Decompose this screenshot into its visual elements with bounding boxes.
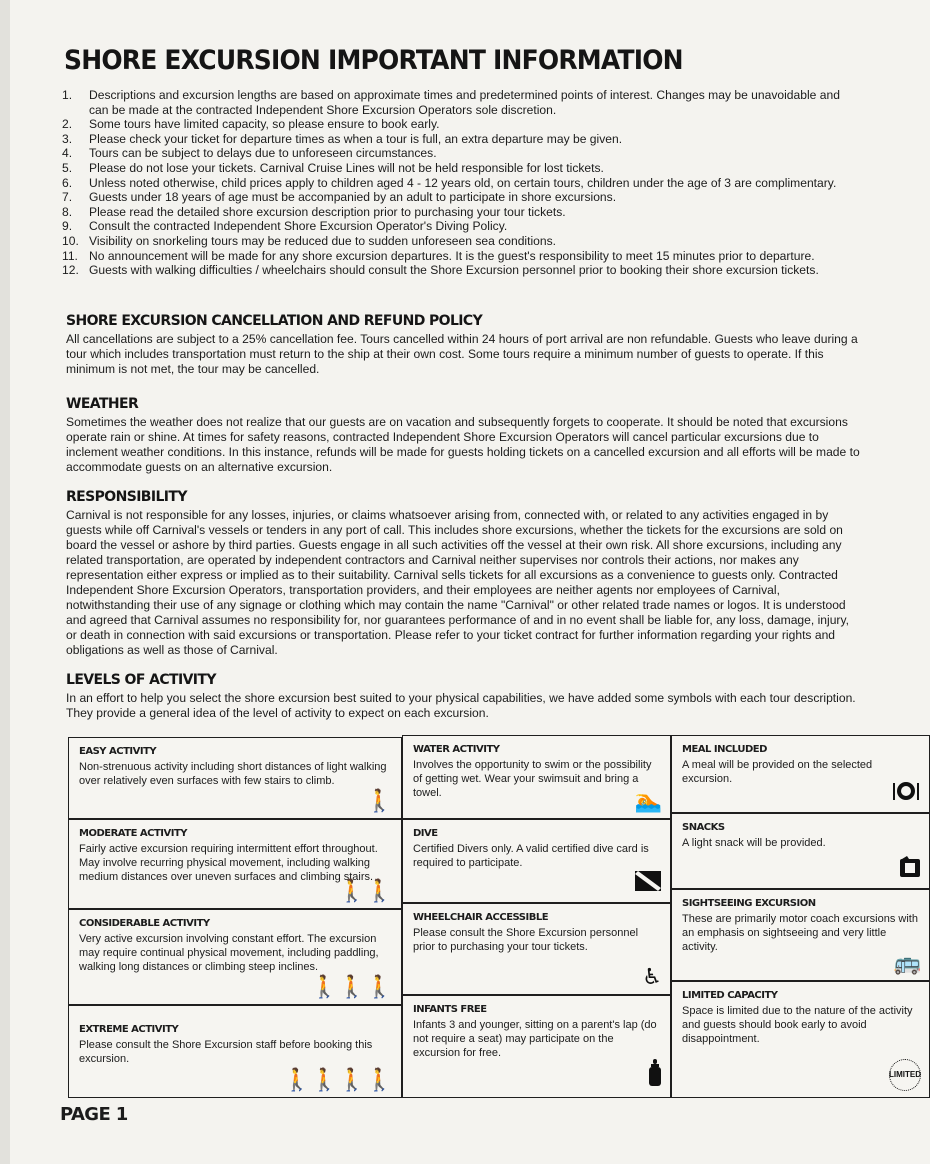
limited-capacity-box: LIMITED CAPACITY Space is limited due to the nature of the activity and guests should book early to avoid disappointment. LIMITED [671,981,930,1098]
rule-item: 1. Descriptions and excursion lengths are based on approximate times and predetermined points of interest. Changes may be unavoidable and can be made at the contracted Independent Shore Excursion Operators sole discretion. [62,88,840,117]
baby-bottle-icon [648,1059,662,1091]
limited-badge-icon: LIMITED [889,1059,921,1091]
water-activity-box: WATER ACTIVITY Involves the opportunity to swim or the possibility of getting wet. Wear your swimsuit and bring a towel. 🏊 [402,735,671,819]
rule-item: 10. Visibility on snorkeling tours may be reduced due to sudden unforeseen sea conditions. [62,233,557,248]
rule-item: 7. Guests under 18 years of age must be accompanied by an adult to participate in shore excursions. [62,190,617,205]
infants-free-box: INFANTS FREE Infants 3 and younger, sitting on a parent's lap (do not require a seat) may participate on the excursion for free. [402,995,671,1098]
three-walkers-icon: 🚶🚶🚶 [310,974,393,999]
cancellation-heading: SHORE EXCURSION CANCELLATION AND REFUND POLICY [66,313,483,329]
snack-icon [899,856,921,882]
wheelchair-accessible-box: WHEELCHAIR ACCESSIBLE Please consult the Shore Excursion personnel prior to purchasing your tour tickets. ♿ [402,903,671,995]
activity-legend-grid [68,735,921,1099]
swimmer-icon: 🏊 [634,788,662,813]
two-walkers-icon: 🚶🚶 [338,878,393,903]
sightseeing-excursion-box: SIGHTSEEING EXCURSION These are primarily motor coach excursions with an emphasis on sightseeing and very little activity. 🚌 [671,889,930,981]
walker-icon: 🚶 [365,788,393,813]
weather-body: Sometimes the weather does not realize that our guests are on vacation and subsequently forgets to cooperate. It should be noted that excursions operate rain or shine. At times for safety reasons, contracted Independent Shore Excursion Operators will cancel particular excursions due to inclement weather conditions. In this instance, refunds will be made for guests holding tickets on a cancelled excursion and all efforts will be made to accommodate guests on an alternative excursion. [66,415,860,474]
levels-section [66,672,862,721]
plate-icon [891,780,921,806]
responsibility-section [66,489,862,658]
rule-item: 4. Tours can be subject to delays due to unforeseen circumstances. [62,146,437,161]
meal-included-box: MEAL INCLUDED A meal will be provided on the selected excursion. [671,735,930,813]
easy-activity-box: EASY ACTIVITY Non-strenuous activity including short distances of light walking over relatively even surfaces with few stairs to climb. 🚶 [68,737,402,819]
rule-item: 5. Please do not lose your tickets. Carnival Cruise Lines will not be held responsible for lost tickets. [62,160,604,175]
responsibility-heading: RESPONSIBILITY [66,489,187,505]
rules-list [62,88,857,278]
page-edge-shadow [0,0,10,1164]
rule-item: 9. Consult the contracted Independent Shore Excursion Operator's Diving Policy. [62,219,508,234]
rule-item: 11. No announcement will be made for any shore excursion departures. It is the guest's responsibility to meet 15 minutes prior to departure. [62,248,815,263]
cancellation-body: All cancellations are subject to a 25% cancellation fee. Tours cancelled within 24 hours of port arrival are non refundable. Guests who leave during a tour which includes transportation must return to the ship at their own cost. Some tours require a minimum number of guests to operate. If this minimum is not met, the tour may be cancelled. [66,332,858,376]
moderate-activity-box: MODERATE ACTIVITY Fairly active excursion requiring intermittent effort throughout. May involve recurring physical movement, including walking medium distances over uneven surfaces and climbing stairs. 🚶🚶 [68,819,402,909]
dive-box: DIVE Certified Divers only. A valid certified dive card is required to participate. [402,819,671,903]
four-walkers-icon: 🚶🚶🚶🚶 [283,1067,393,1092]
considerable-activity-box: CONSIDERABLE ACTIVITY Very active excursion involving constant effort. The excursion may require continual physical movement, including paddling, walking long distances or climbing steep inclines. 🚶🚶🚶 [68,909,402,1005]
page-number: PAGE 1 [60,1104,128,1125]
cancellation-section [66,313,862,377]
levels-heading: LEVELS OF ACTIVITY [66,672,216,688]
rule-item: 3. Please check your ticket for departure times as when a tour is full, an extra departure may be given. [62,131,623,146]
weather-heading: WEATHER [66,396,139,412]
rule-item: 12. Guests with walking difficulties / wheelchairs should consult the Shore Excursion personnel prior to booking their shore excursion tickets. [62,263,819,278]
rule-item: 8. Please read the detailed shore excursion description prior to purchasing your tour tickets. [62,204,566,219]
page-title: SHORE EXCURSION IMPORTANT INFORMATION [64,44,683,76]
bus-icon: 🚌 [893,950,921,975]
wheelchair-icon: ♿ [642,964,662,989]
rule-item: 2. Some tours have limited capacity, so please ensure to book early. [62,117,440,132]
rule-item: 6. Unless noted otherwise, child prices apply to children aged 4 - 12 years old, on certain tours, children under the age of 3 are complimentary. [62,175,837,190]
snacks-box: SNACKS A light snack will be provided. [671,813,930,889]
levels-body: In an effort to help you select the shore excursion best suited to your physical capabilities, we have added some symbols with each tour description. They provide a general idea of the level of activity to expect on each excursion. [66,691,856,720]
weather-section [66,396,862,475]
dive-flag-icon [634,870,662,896]
responsibility-body: Carnival is not responsible for any losses, injuries, or claims whatsoever arising from, connected with, or related to any activities engaged in by guests while off Carnival's vessels or tenders in any port of call. This includes shore excursions, whether the tickets for the excursions are sold on board the vessel or ashore by third parties. Guests engage in all such activities off the vessel at their own risk. All shore excursions, including any related transportation, are operated by independent contractors and Carnival neither supervises nor controls their actions, nor makes any representation either express or implied as to their suitability. Carnival sells tickets for all excursions as a convenience to guests only. Contracted Independent Shore Excursion Operators, transportation providers, and their employees are neither agents nor employees of Carnival, notwithstanding their use of any signage or clothing which may contain the name "Carnival" or other related trade names or logos. It is understood and agreed that Carnival assumes no responsibility for, nor guarantees performance of and in no event shall be liable for, any loss, damage, injury, or death in connection with said excursions or transportation. Please refer to your ticket contract for further information regarding your rights and obligations as well as those of Carnival. [66,508,849,657]
extreme-activity-box: EXTREME ACTIVITY Please consult the Shore Excursion staff before booking this excursion. 🚶🚶🚶🚶 [68,1005,402,1098]
